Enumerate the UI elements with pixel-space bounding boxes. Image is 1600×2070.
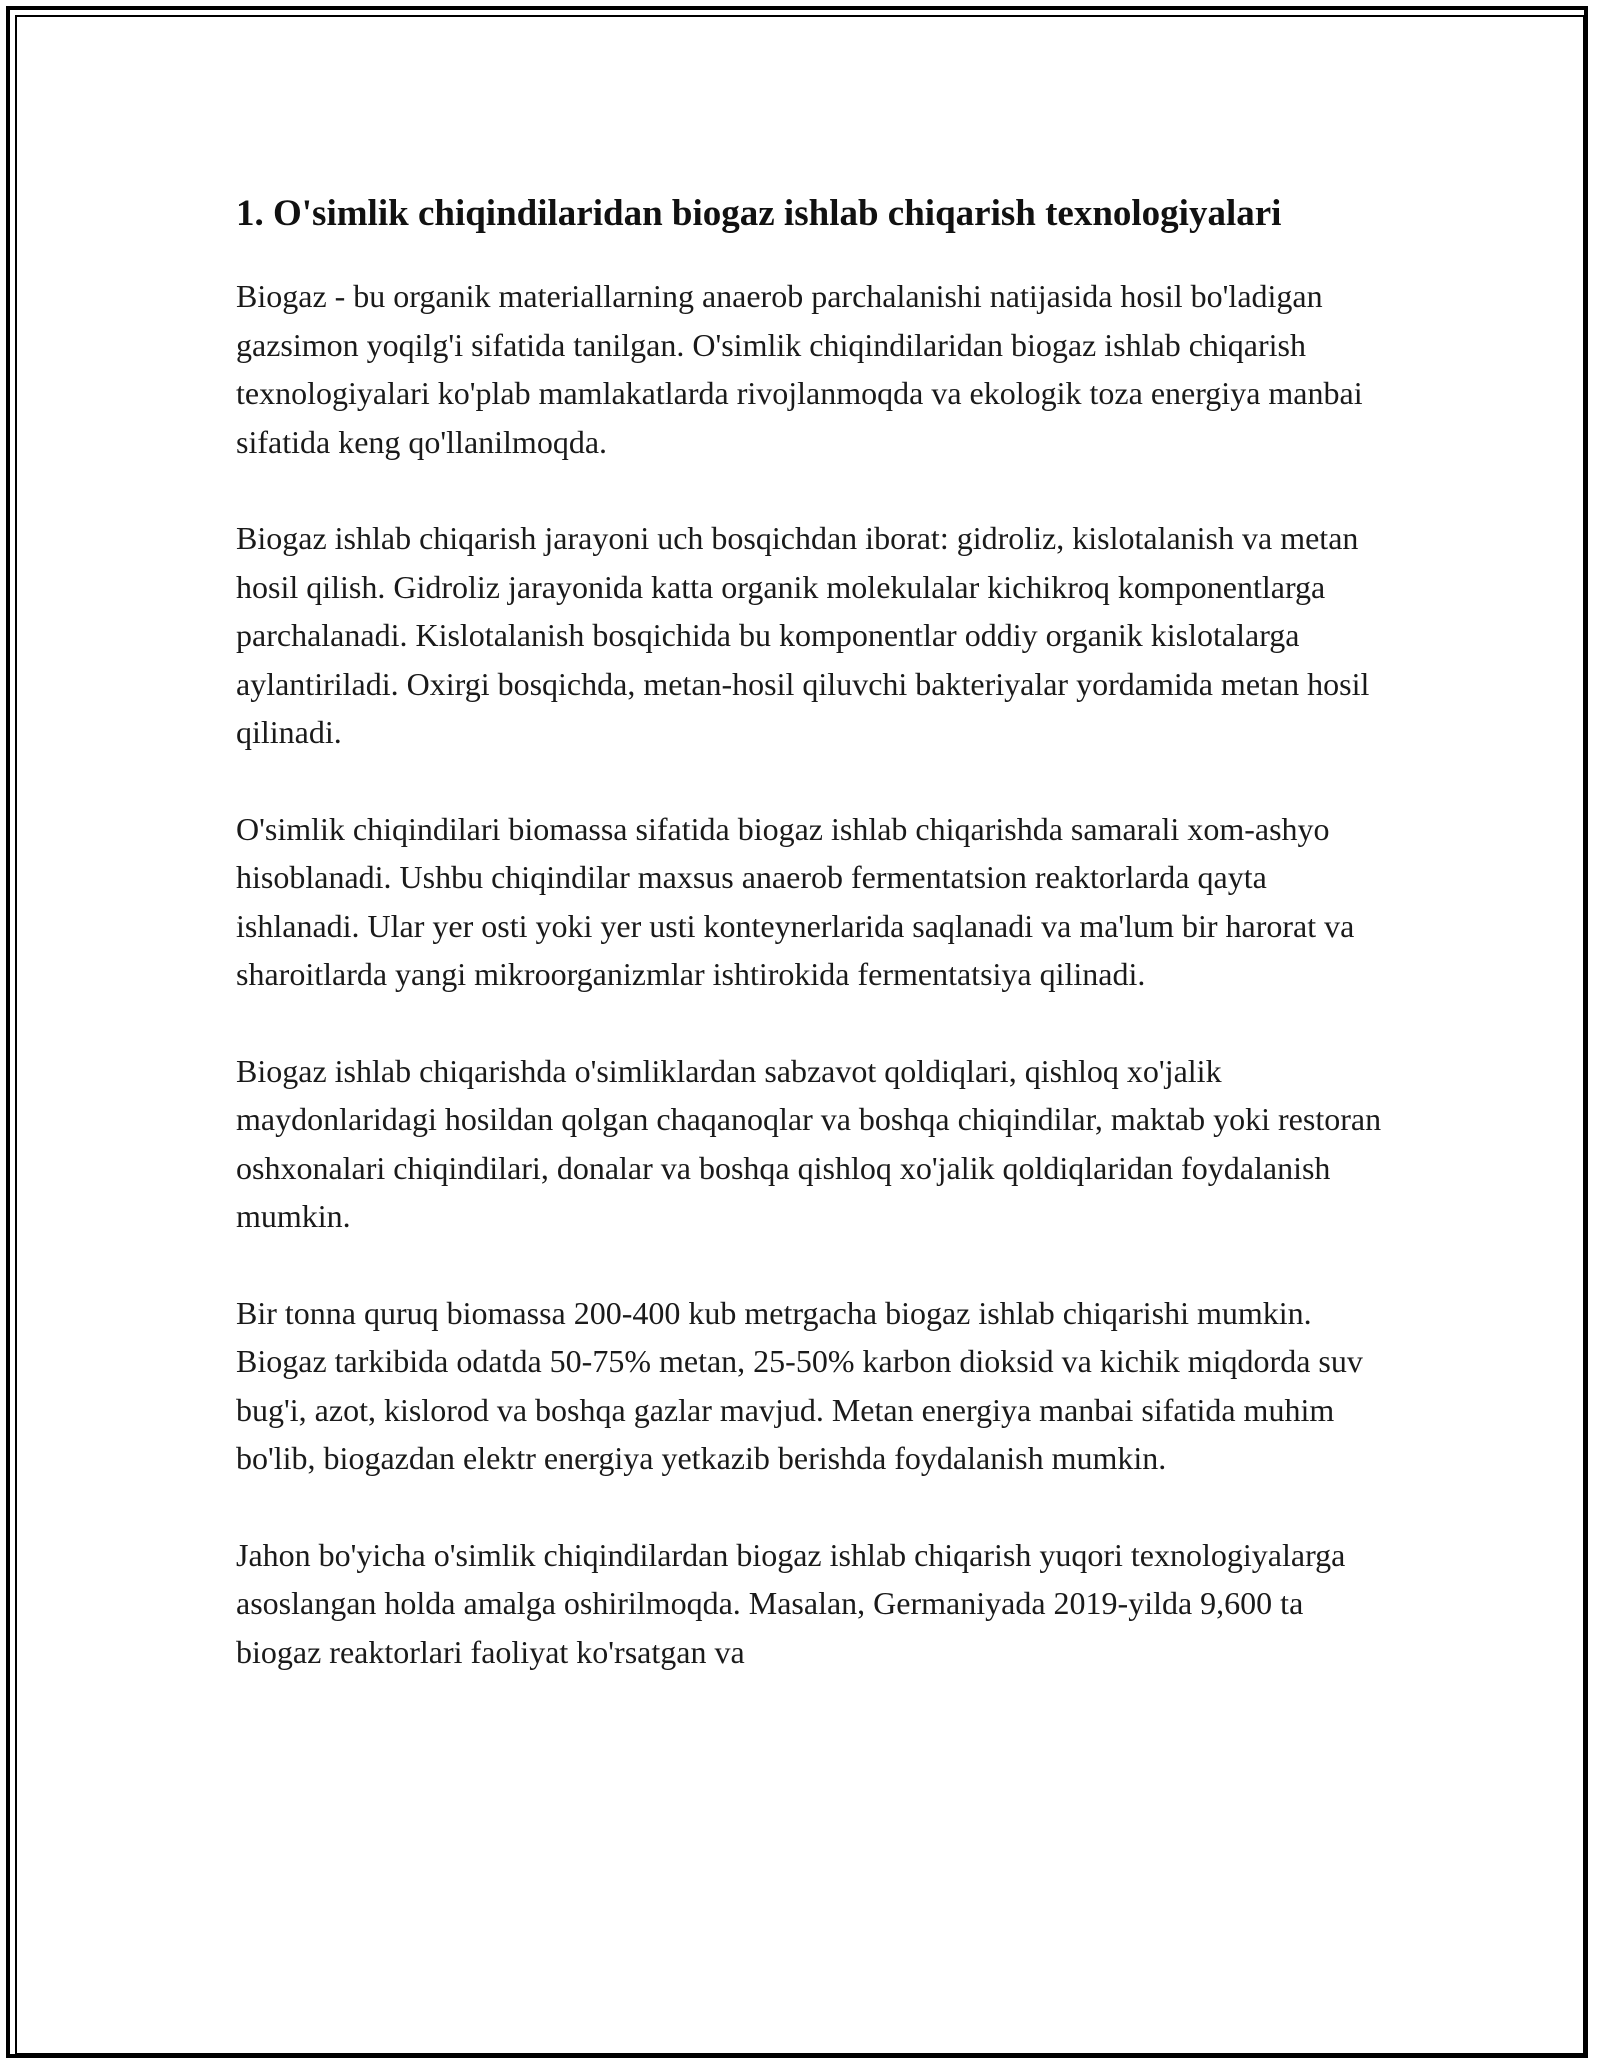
section-heading: 1. O'simlik chiqindilaridan biogaz ishlab chiqarish texnologiyalari — [236, 193, 1282, 234]
paragraph-yield-composition: Bir tonna quruq biomassa 200-400 kub metrgacha biogaz ishlab chiqarishi mumkin. Biogaz tarkibida odatda 50-75% metan, 25-50% karbon dioksid va kichik miqdorda suv bug'i, azot, kislorod va boshqa gazlar mavjud. Metan energiya manbai sifatida muhim bo'lib, biogazdan elektr energiya yetkazib berishda foydalanish mumkin. — [236, 1294, 1363, 1476]
paragraph-world-practice: Jahon bo'yicha o'simlik chiqindilardan biogaz ishlab chiqarish yuqori texnologiyalarga asoslangan holda amalga oshirilmoqda. Masalan, Germaniyada 2019-yilda 9,600 ta biogaz reaktorlari faoliyat ko'rsatgan va — [236, 1536, 1346, 1670]
paragraph-intro: Biogaz - bu organik materiallarning anaerob parchalanishi natijasida hosil bo'ladigan gazsimon yoqilg'i sifatida tanilgan. O'simlik chiqindilaridan biogaz ishlab chiqarish texnologiyalari ko'plab mamlakatlarda rivojlanmoqda va ekologik toza energiya manbai sifatida keng qo'llanilmoqda. — [236, 278, 1363, 460]
document-body — [236, 186, 1386, 1724]
paragraph-biomass-feedstock: O'simlik chiqindilari biomassa sifatida biogaz ishlab chiqarishda samarali xom-ashyo hisoblanadi. Ushbu chiqindilar maxsus anaerob fermentatsion reaktorlarda qayta ishlanadi. Ular yer osti yoki yer usti konteynerlarida saqlanadi va ma'lum bir harorat va sharoitlarda yangi mikroorganizmlar ishtirokida fermentatsiya qilinadi. — [236, 810, 1355, 992]
paragraph-waste-sources: Biogaz ishlab chiqarishda o'simliklardan sabzavot qoldiqlari, qishloq xo'jalik maydonlaridagi hosildan qolgan chaqanoqlar va boshqa chiqindilar, maktab yoki restoran oshxonalari chiqindilari, donalar va boshqa qishloq xo'jalik qoldiqlaridan foydalanish mumkin. — [236, 1052, 1382, 1234]
paragraph-process-stages: Biogaz ishlab chiqarish jarayoni uch bosqichdan iborat: gidroliz, kislotalanish va metan hosil qilish. Gidroliz jarayonida katta organik molekulalar kichikroq komponentlarga parchalanadi. Kislotalanish bosqichida bu komponentlar oddiy organik kislotalarga aylantiriladi. Oxirgi bosqichda, metan-hosil qiluvchi bakteriyalar yordamida metan hosil qilinadi. — [236, 520, 1370, 750]
